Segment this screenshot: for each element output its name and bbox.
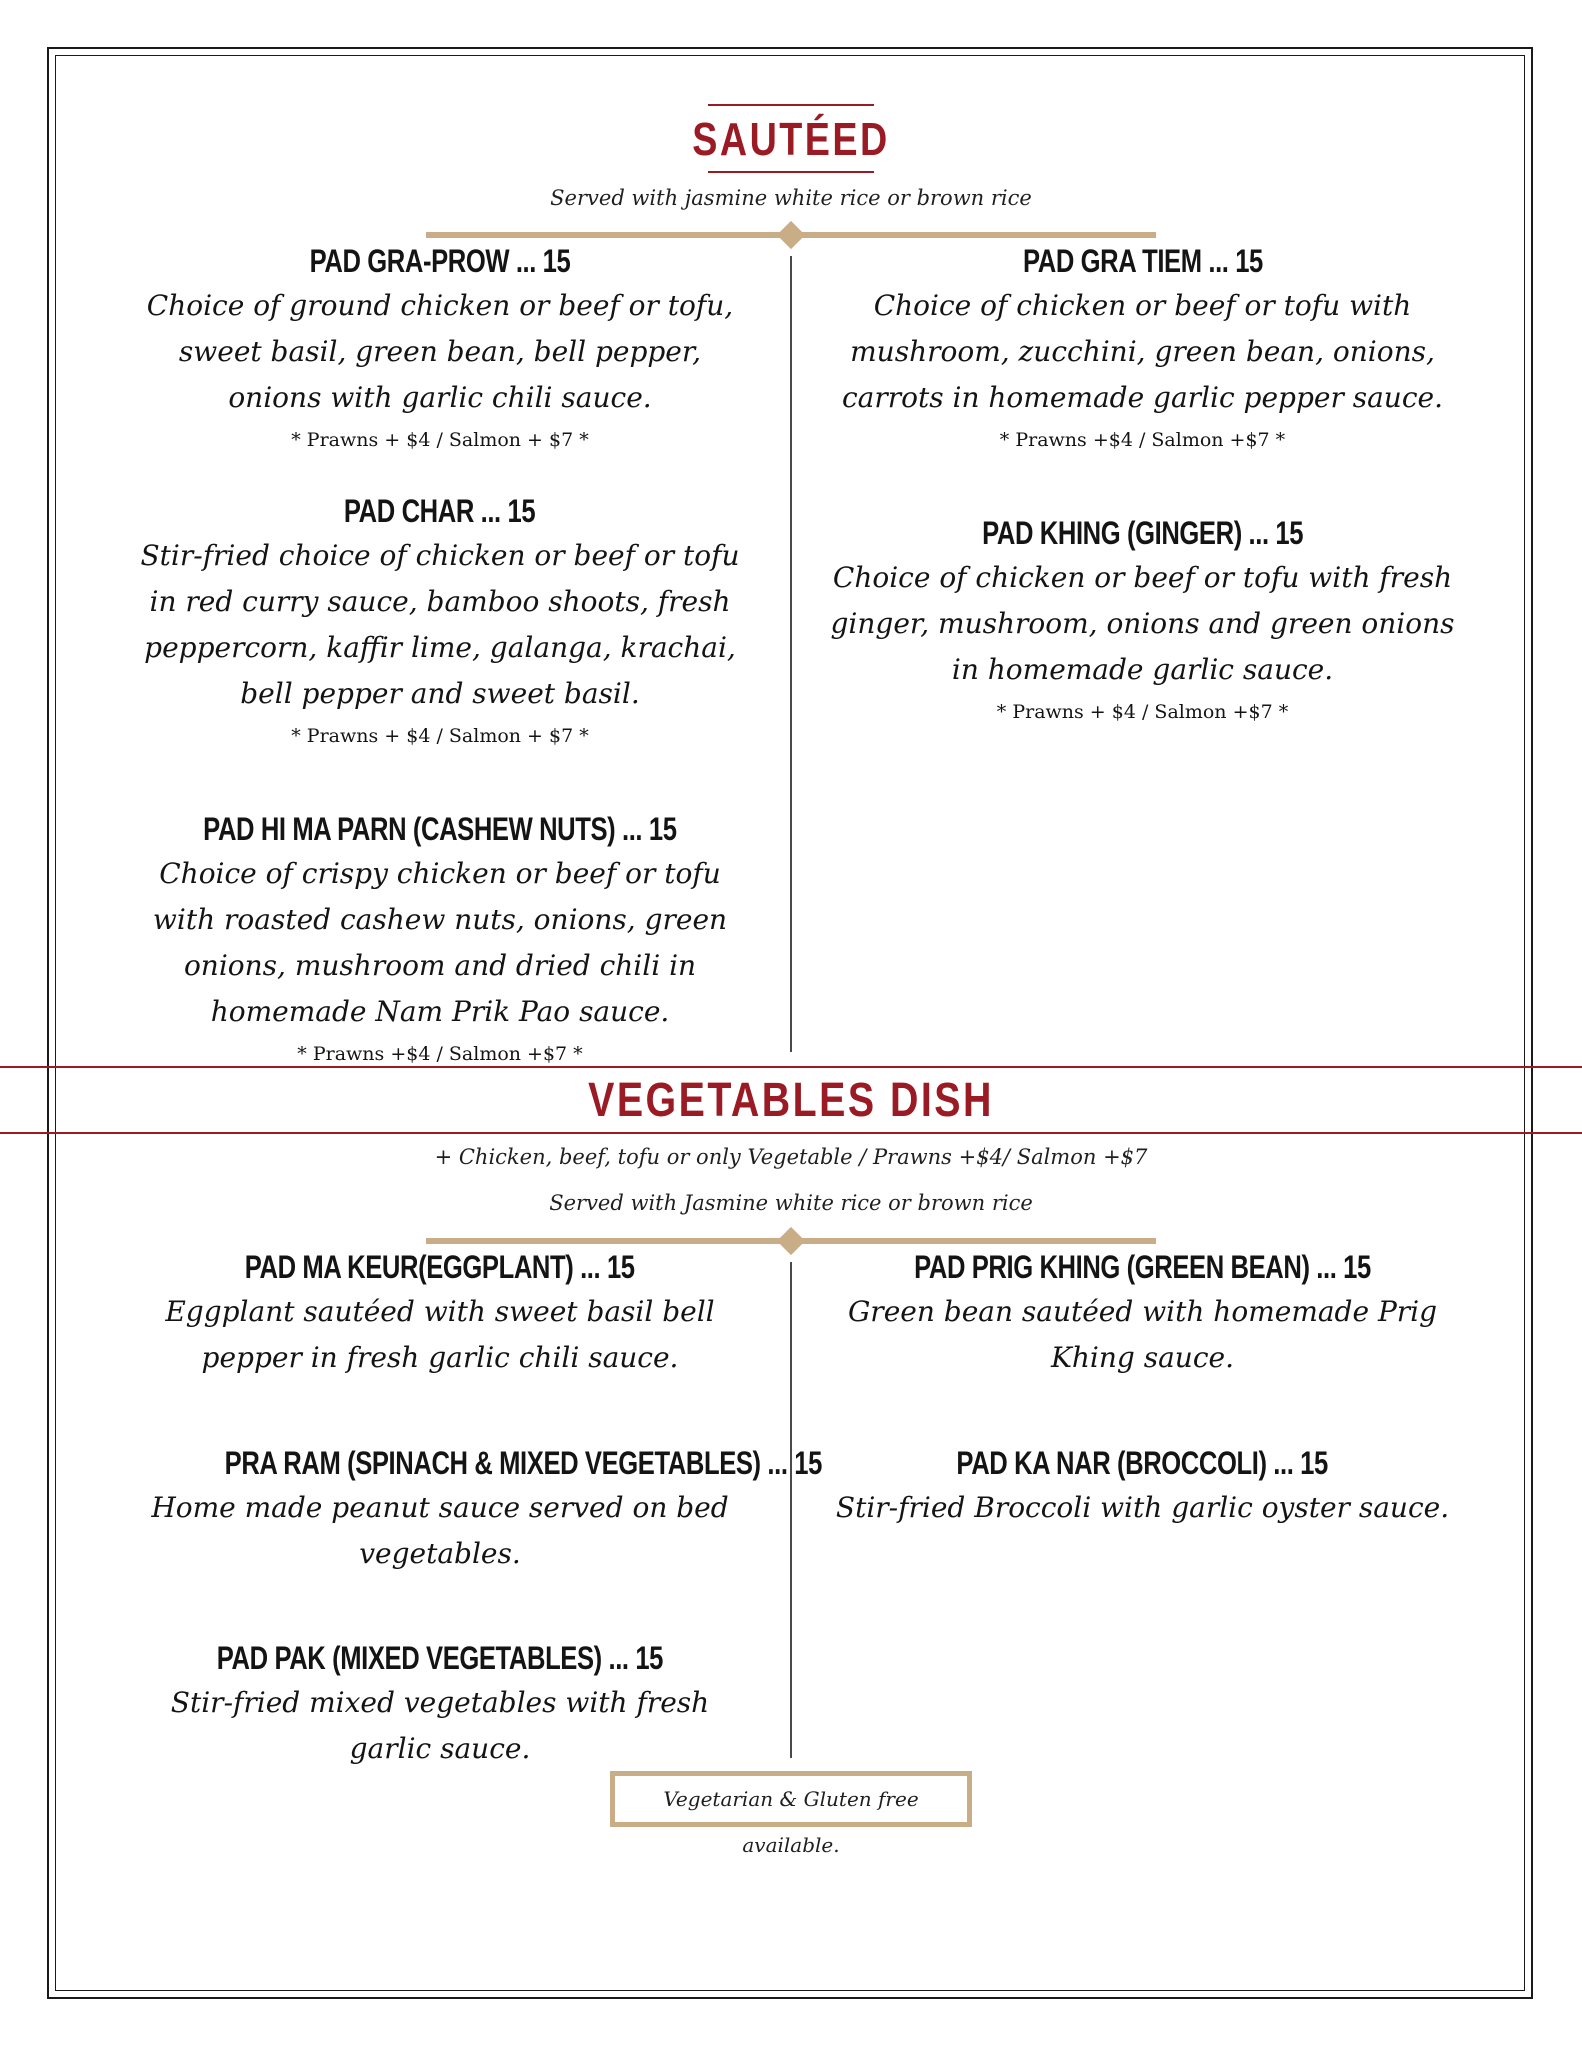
vegetables-subtitle: Served with Jasmine white rice or brown rice bbox=[549, 1191, 1033, 1215]
vegetables-column-divider bbox=[790, 1262, 792, 1758]
item-name: PAD MA KEUR(EGGPLANT) ... 15 bbox=[245, 1249, 635, 1285]
item-extras: * Prawns + $4 / Salmon + $7 * bbox=[291, 429, 589, 451]
menu-item-pad-hi-ma-parn bbox=[140, 809, 740, 1067]
item-name: PAD PAK (MIXED VEGETABLES) ... 15 bbox=[216, 1640, 664, 1676]
menu-item-pad-khing bbox=[825, 513, 1460, 725]
item-description: Eggplant sautéed with sweet basil bell pepper in fresh garlic chili sauce. bbox=[165, 1295, 715, 1374]
item-description: Stir-fried mixed vegetables with fresh garlic sauce. bbox=[170, 1686, 710, 1765]
item-name: PAD KA NAR (BROCCOLI) ... 15 bbox=[956, 1445, 1329, 1481]
vegetables-options: + Chicken, beef, tofu or only Vegetable / Prawns +$4/ Salmon +$7 bbox=[434, 1145, 1148, 1169]
item-description: Choice of chicken or beef or tofu with mushroom, zucchini, green bean, onions, carrots in homemade garlic pepper sauce. bbox=[841, 289, 1443, 414]
item-name: PRA RAM (SPINACH & MIXED VEGETABLES) ... 15 bbox=[224, 1445, 822, 1481]
item-extras: * Prawns +$4 / Salmon +$7 * bbox=[999, 429, 1286, 451]
sauteed-title-rule-bottom bbox=[708, 171, 874, 173]
menu-item-pad-pak bbox=[150, 1638, 730, 1772]
sauteed-title: SAUTÉED bbox=[692, 113, 890, 165]
sauteed-subtitle: Served with jasmine white rice or brown rice bbox=[550, 186, 1032, 210]
menu-item-pad-gra-tiem bbox=[835, 241, 1450, 453]
item-name: PAD PRIG KHING (GREEN BEAN) ... 15 bbox=[914, 1249, 1371, 1285]
sauteed-title-rule-top bbox=[708, 104, 874, 106]
vegetables-rule-bottom bbox=[0, 1132, 1582, 1134]
menu-item-pad-ka-nar bbox=[835, 1443, 1450, 1531]
vegetables-title: VEGETABLES DISH bbox=[588, 1074, 994, 1127]
item-extras: * Prawns + $4 / Salmon +$7 * bbox=[996, 701, 1289, 723]
item-extras: * Prawns +$4 / Salmon +$7 * bbox=[297, 1043, 583, 1065]
menu-item-pad-prig-khing bbox=[835, 1247, 1450, 1381]
item-description: Stir-fried Broccoli with garlic oyster sauce. bbox=[835, 1491, 1450, 1524]
item-name: PAD GRA-PROW ... 15 bbox=[309, 243, 571, 279]
item-description: Choice of crispy chicken or beef or tofu with roasted cashew nuts, onions, green onions, mushroom and dried chili in homemade Nam Prik Pao sauce. bbox=[152, 857, 728, 1028]
item-name: PAD CHAR ... 15 bbox=[344, 493, 536, 529]
vegetables-rule-top bbox=[0, 1066, 1582, 1068]
menu-item-pad-char bbox=[140, 491, 740, 749]
item-description: Green bean sautéed with homemade Prig Khing sauce. bbox=[847, 1295, 1438, 1374]
item-description: Home made peanut sauce served on bed vegetables. bbox=[151, 1491, 729, 1570]
item-description: Choice of chicken or beef or tofu with fresh ginger, mushroom, onions and green onions in homemade garlic sauce. bbox=[830, 561, 1455, 686]
item-description: Stir-fried choice of chicken or beef or tofu in red curry sauce, bamboo shoots, fresh peppercorn, kaffir lime, galanga, krachai, bell pepper and sweet basil. bbox=[140, 539, 740, 710]
item-description: Choice of ground chicken or beef or tofu, sweet basil, green bean, bell pepper, onions with garlic chili sauce. bbox=[146, 289, 734, 414]
sauteed-column-divider bbox=[790, 256, 792, 1052]
menu-item-pad-gra-prow bbox=[135, 241, 745, 453]
menu-item-pra-ram bbox=[150, 1443, 822, 1577]
menu-item-pad-ma-keur bbox=[130, 1247, 750, 1381]
item-name: PAD HI MA PARN (CASHEW NUTS) ... 15 bbox=[203, 811, 677, 847]
item-extras: * Prawns + $4 / Salmon + $7 * bbox=[291, 725, 589, 747]
dietary-note-box: Vegetarian & Gluten free available. bbox=[610, 1771, 972, 1827]
item-name: PAD KHING (GINGER) ... 15 bbox=[982, 515, 1303, 551]
item-name: PAD GRA TIEM ... 15 bbox=[1022, 243, 1263, 279]
